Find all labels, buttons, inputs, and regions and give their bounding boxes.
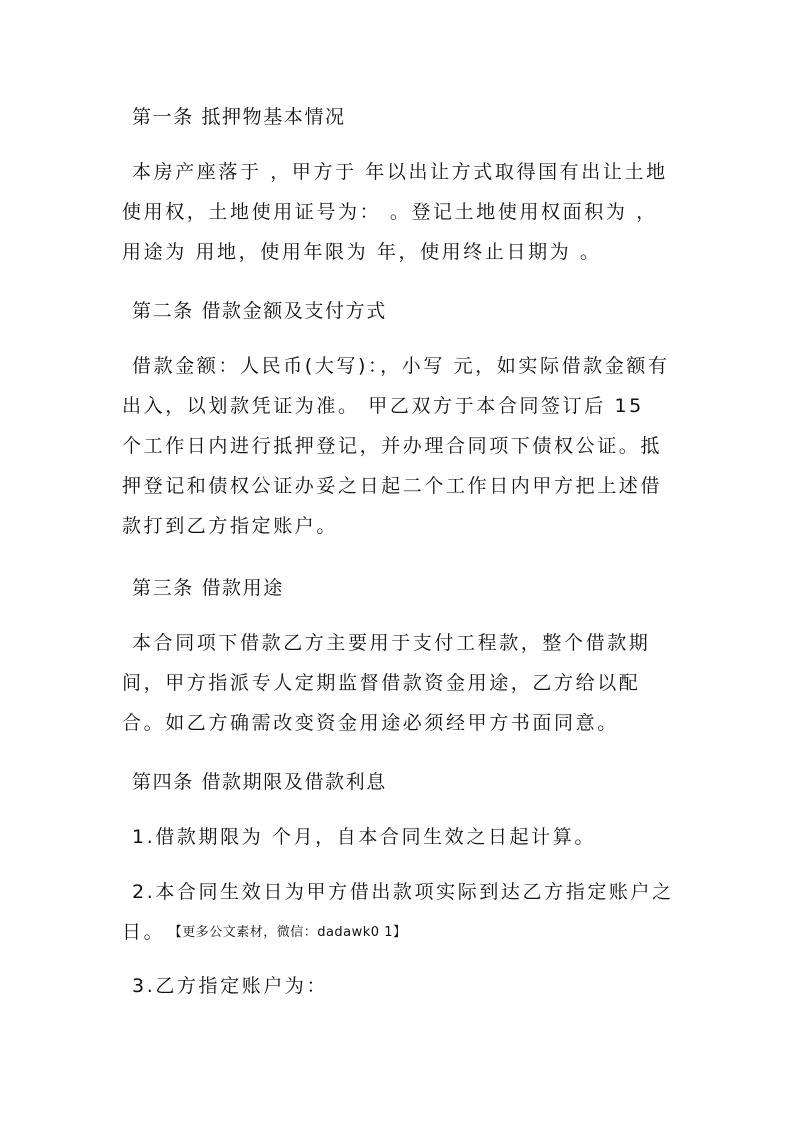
article-3-heading: 第三条 借款用途: [132, 577, 284, 599]
promo-note: 【更多公文素材，微信：dadawk0 1】: [175, 925, 407, 940]
article-1-body: 本房产座落于 ，甲方于 年以出让方式取得国有出让土地使用权，土地使用证号为： 。登记土地使用权面积为 ，用途为 用地，使用年限为 年，使用终止日期为 。: [122, 161, 668, 263]
article-2-body: 借款金额：人民币(大写)：，小写 元，如实际借款金额有出入，以划款凭证为准。 甲乙双方于本合同签订后 15 个工作日内进行抵押登记，并办理合同项下债权公证。抵押登记和债权公证办妥之日起二个工作日内甲方把上述借款打到乙方指定账户。: [122, 355, 670, 537]
article-2-heading: 第二条 借款金额及支付方式: [132, 300, 387, 322]
article-4-item-2: [122, 872, 674, 953]
article-4-item-2-text: 2.本合同生效日为甲方借出款项实际到达乙方指定账户之日。: [122, 881, 674, 943]
article-1-heading: 第一条 抵押物基本情况: [132, 106, 346, 128]
article-4-item-1: 1.借款期限为 个月，自本合同生效之日起计算。: [132, 826, 596, 848]
article-3-body: 本合同项下借款乙方主要用于支付工程款，整个借款期间，甲方指派专人定期监督借款资金用途，乙方给以配合。如乙方确需改变资金用途必须经甲方书面同意。: [122, 632, 651, 734]
article-4-heading: 第四条 借款期限及借款利息: [132, 771, 387, 793]
article-4-item-3: 3.乙方指定账户为：: [132, 975, 329, 997]
